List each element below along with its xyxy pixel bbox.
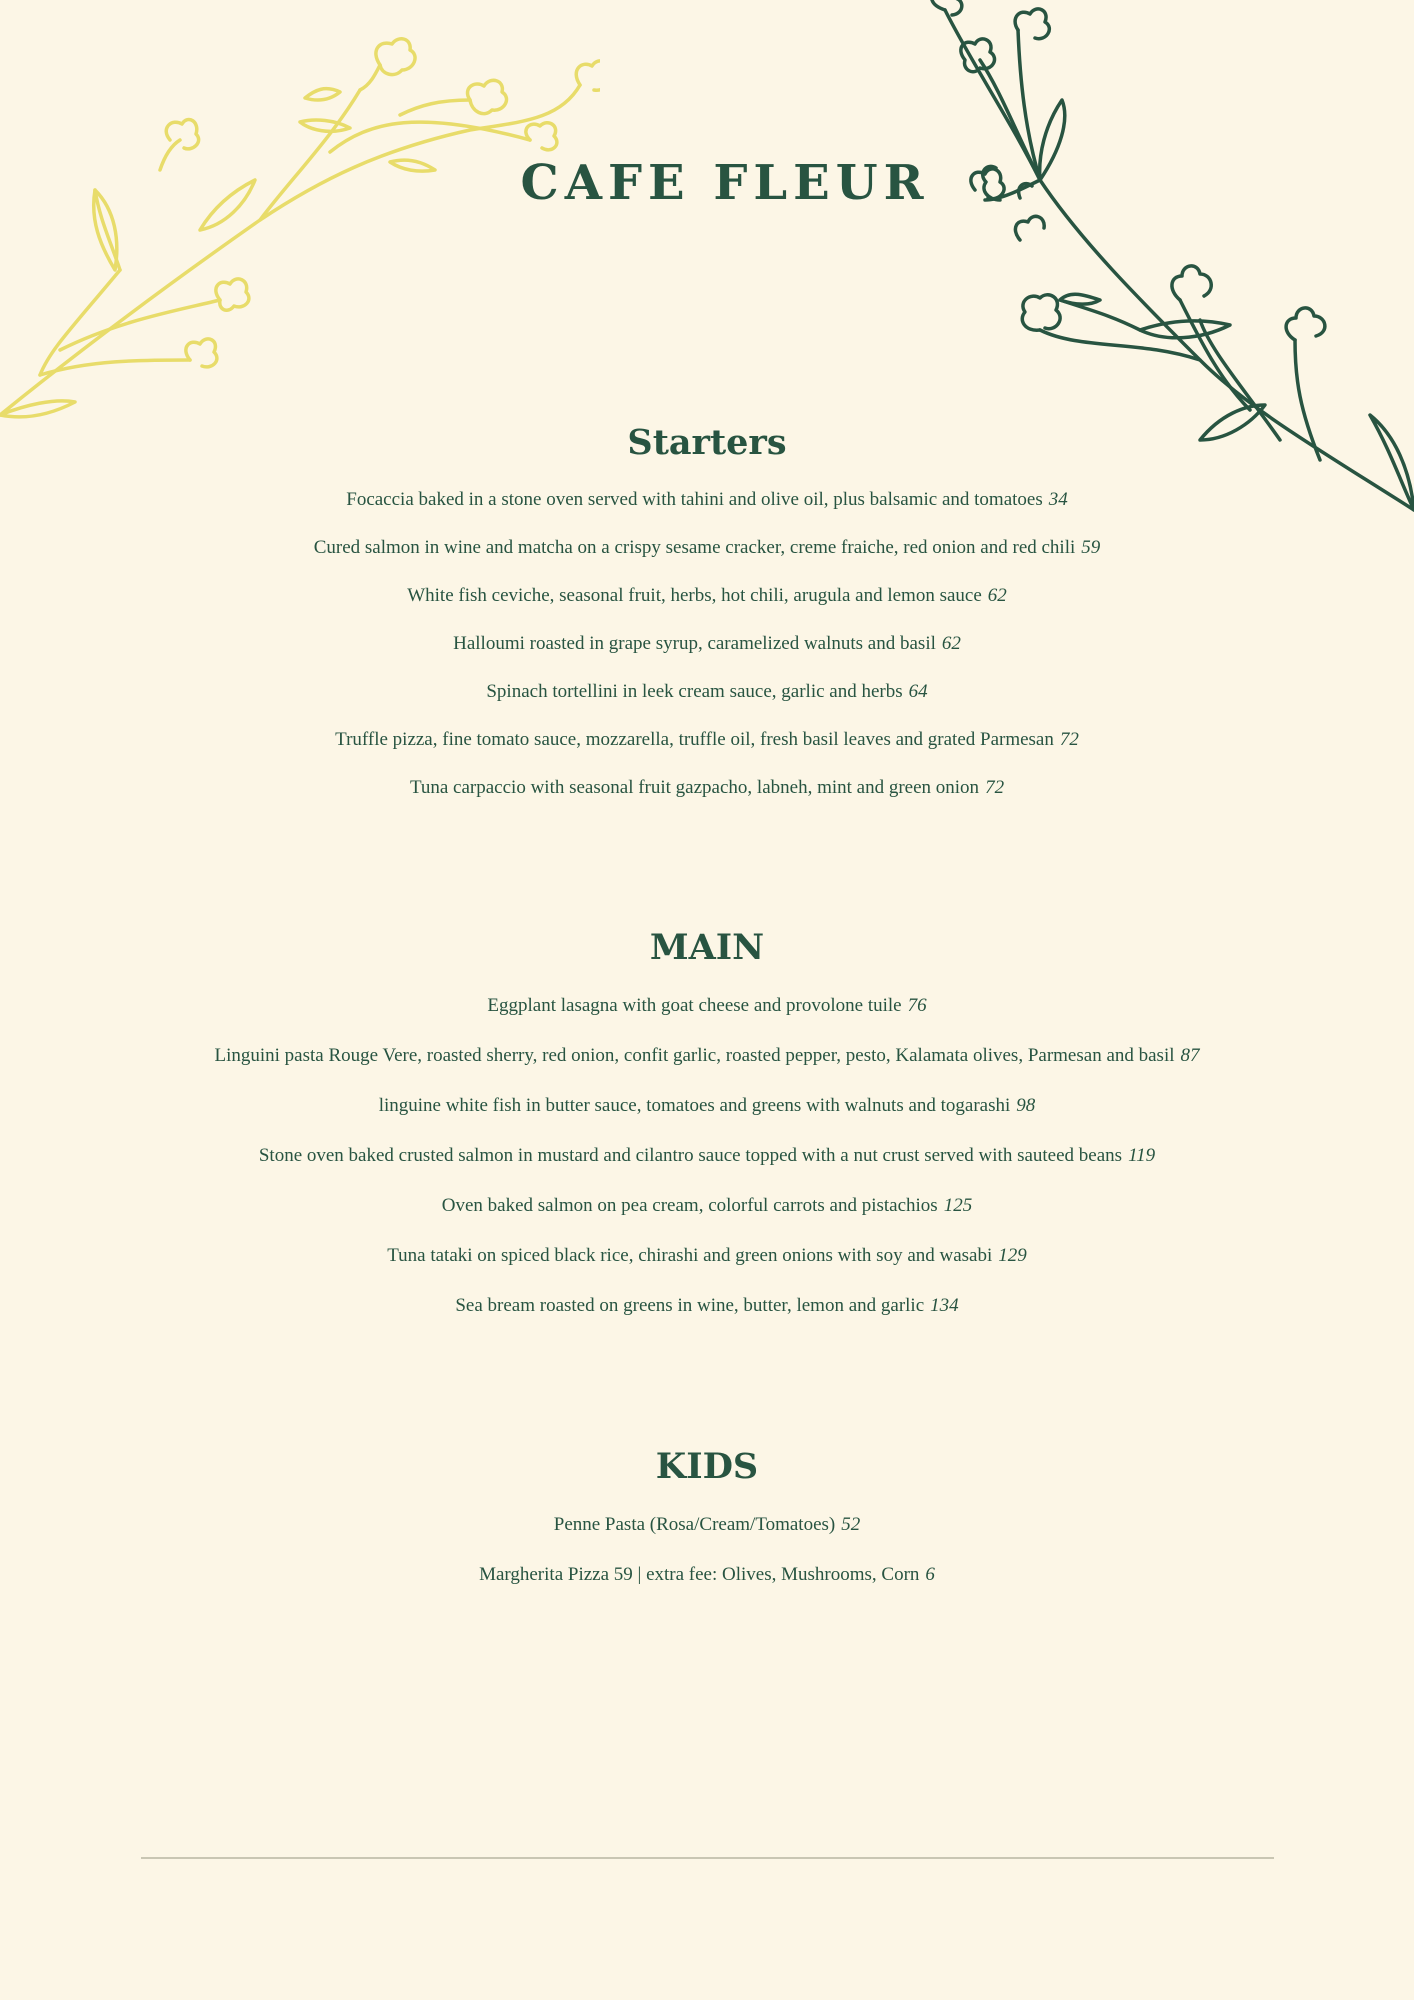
item-price: 6: [925, 1564, 935, 1585]
yellow-floral-branch-icon: [0, 30, 600, 430]
menu-list: [0, 1500, 1414, 1600]
item-name: Focaccia baked in a stone oven served with tahini and olive oil, plus balsamic and tomatoes: [346, 489, 1043, 510]
item-name: Penne Pasta (Rosa/Cream/Tomatoes): [553, 1514, 836, 1535]
menu-list: [0, 476, 1414, 812]
item-name: linguine white fish in butter sauce, tomatoes and greens with walnuts and togarashi: [378, 1095, 1011, 1116]
main-section: [0, 923, 1414, 1331]
section-heading: MAIN: [649, 927, 765, 968]
item-price: 64: [908, 681, 928, 702]
item-name: White fish ceviche, seasonal fruit, herbs, hot chili, arugula and lemon sauce: [407, 585, 982, 606]
item-name: Tuna carpaccio with seasonal fruit gazpacho, labneh, mint and green onion: [409, 777, 980, 798]
item-price: 119: [1128, 1145, 1156, 1166]
item-price: 76: [907, 995, 927, 1016]
item-name: Eggplant lasagna with goat cheese and provolone tuile: [487, 995, 902, 1016]
item-name: Linguini pasta Rouge Vere, roasted sherry, red onion, confit garlic, roasted pepper, pesto, Kalamata olives, Parmesan and basil: [214, 1045, 1175, 1066]
item-name: Cured salmon in wine and matcha on a crispy sesame cracker, creme fraiche, red onion and red chili: [313, 537, 1076, 558]
item-price: 129: [998, 1245, 1027, 1266]
item-price: 72: [1059, 729, 1079, 750]
section-heading: KIDS: [655, 1446, 759, 1487]
item-price: 72: [985, 777, 1005, 798]
menu-item: [0, 668, 1414, 716]
item-name: Spinach tortellini in leek cream sauce, garlic and herbs: [486, 681, 903, 702]
footer-divider: [141, 1857, 1274, 1859]
item-name: Tuna tataki on spiced black rice, chirashi and green onions with soy and wasabi: [387, 1245, 993, 1266]
menu-item: [0, 981, 1414, 1031]
item-price: 62: [987, 585, 1007, 606]
menu-list: [0, 981, 1414, 1331]
kids-section: [0, 1442, 1414, 1600]
item-name: Oven baked salmon on pea cream, colorful carrots and pistachios: [441, 1195, 938, 1216]
item-price: 34: [1048, 489, 1068, 510]
item-price: 98: [1016, 1095, 1036, 1116]
page-title: CAFE FLEUR: [520, 155, 930, 211]
menu-item: [0, 1081, 1414, 1131]
item-price: 59: [1081, 537, 1101, 558]
item-price: 87: [1180, 1045, 1200, 1066]
menu-item: [0, 764, 1414, 812]
menu-item: [0, 1131, 1414, 1181]
menu-item: [0, 524, 1414, 572]
item-name: Margherita Pizza 59 | extra fee: Olives, Mushrooms, Corn: [479, 1564, 920, 1585]
item-price: 125: [943, 1195, 973, 1216]
section-heading: Starters: [627, 422, 787, 463]
menu-item: [0, 1181, 1414, 1231]
starters-section: [0, 418, 1414, 812]
menu-item: [0, 1031, 1414, 1081]
menu-item: [0, 476, 1414, 524]
item-name: Truffle pizza, fine tomato sauce, mozzarella, truffle oil, fresh basil leaves and grated Parmesan: [335, 729, 1054, 750]
item-price: 62: [941, 633, 961, 654]
menu-item: [0, 1500, 1414, 1550]
item-name: Halloumi roasted in grape syrup, caramelized walnuts and basil: [453, 633, 936, 654]
menu-item: [0, 620, 1414, 668]
menu-item: [0, 716, 1414, 764]
menu-item: [0, 1281, 1414, 1331]
item-name: Sea bream roasted on greens in wine, butter, lemon and garlic: [455, 1295, 925, 1316]
item-name: Stone oven baked crusted salmon in mustard and cilantro sauce topped with a nut crust served with sauteed beans: [258, 1145, 1123, 1166]
item-price: 52: [841, 1514, 861, 1535]
menu-item: [0, 1231, 1414, 1281]
item-price: 134: [930, 1295, 959, 1316]
menu-item: [0, 572, 1414, 620]
menu-item: [0, 1550, 1414, 1600]
